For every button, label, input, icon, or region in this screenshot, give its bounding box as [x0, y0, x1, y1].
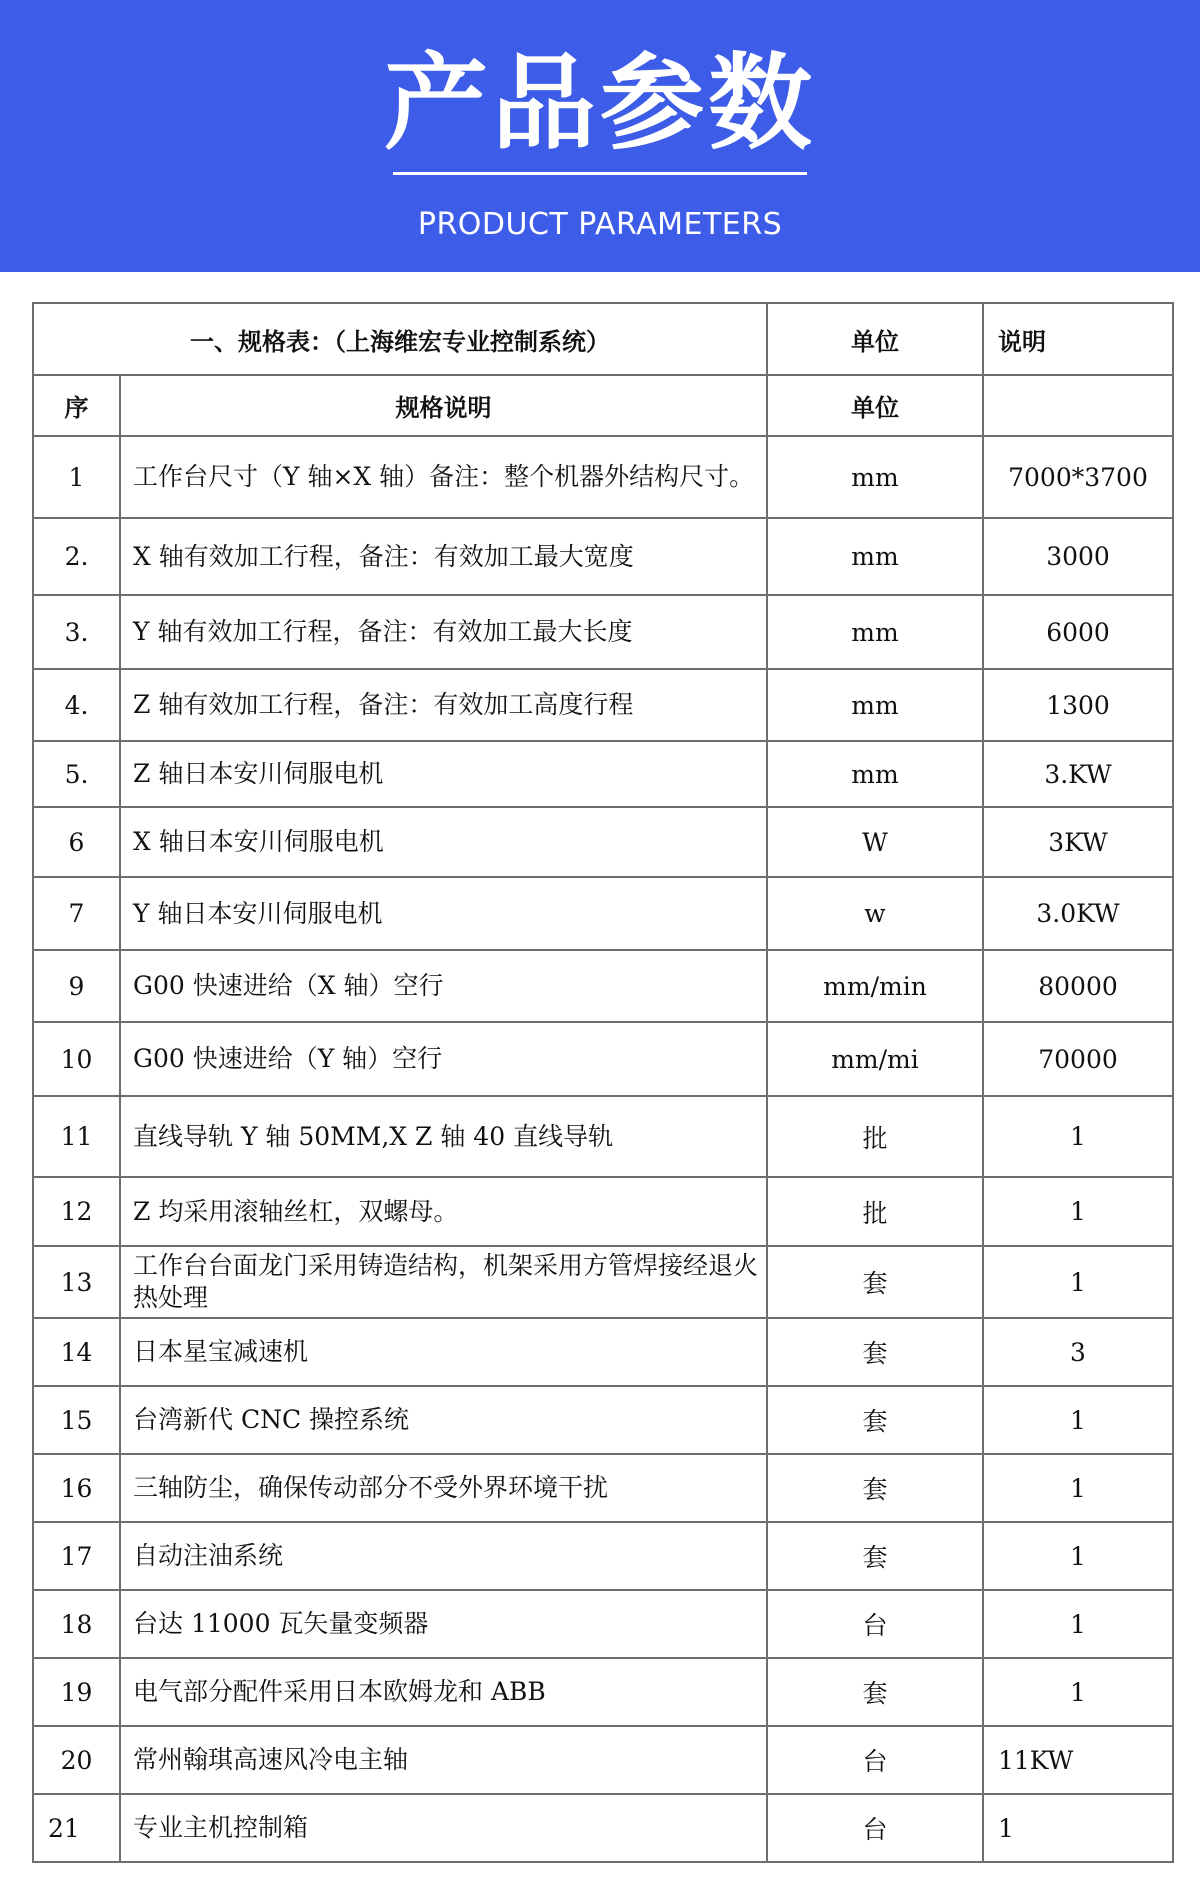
row-spec: 电气部分配件采用日本欧姆龙和 ABB [120, 1658, 767, 1726]
row-spec: 台达 11000 瓦矢量变频器 [120, 1590, 767, 1658]
row-spec: X 轴日本安川伺服电机 [120, 807, 767, 877]
row-seq: 14 [33, 1318, 120, 1386]
row-note: 1300 [983, 669, 1173, 741]
row-unit: 套 [767, 1246, 983, 1318]
table-column-header [33, 375, 1173, 436]
header-note: 说明 [983, 303, 1173, 375]
col-note [983, 375, 1173, 436]
table-row [33, 1096, 1173, 1177]
row-unit: mm/min [767, 950, 983, 1022]
table-row [33, 1318, 1173, 1386]
row-unit: 套 [767, 1318, 983, 1386]
row-seq: 11 [33, 1096, 120, 1177]
row-unit: 套 [767, 1386, 983, 1454]
col-seq: 序 [33, 375, 120, 436]
table-row [33, 1022, 1173, 1096]
table-row [33, 595, 1173, 669]
row-spec: 三轴防尘，确保传动部分不受外界环境干扰 [120, 1454, 767, 1522]
row-note: 1 [983, 1386, 1173, 1454]
row-unit: 台 [767, 1794, 983, 1862]
header-unit: 单位 [767, 303, 983, 375]
row-seq: 3. [33, 595, 120, 669]
row-seq: 15 [33, 1386, 120, 1454]
row-note: 1 [983, 1658, 1173, 1726]
row-seq: 7 [33, 877, 120, 950]
row-note: 3 [983, 1318, 1173, 1386]
row-note: 3KW [983, 807, 1173, 877]
row-spec: Y 轴日本安川伺服电机 [120, 877, 767, 950]
row-seq: 4. [33, 669, 120, 741]
table-row [33, 1726, 1173, 1794]
table-row [33, 807, 1173, 877]
row-unit: mm/mi [767, 1022, 983, 1096]
page-subtitle: PRODUCT PARAMETERS [417, 207, 783, 242]
col-unit: 单位 [767, 375, 983, 436]
row-note: 11KW [983, 1726, 1173, 1794]
spec-table [32, 302, 1174, 1863]
row-spec: 日本星宝减速机 [120, 1318, 767, 1386]
row-note: 3.KW [983, 741, 1173, 807]
table-row [33, 950, 1173, 1022]
table-row [33, 1246, 1173, 1318]
row-note: 3.0KW [983, 877, 1173, 950]
row-spec: 台湾新代 CNC 操控系统 [120, 1386, 767, 1454]
table-row [33, 1454, 1173, 1522]
row-spec: Z 轴有效加工行程，备注：有效加工高度行程 [120, 669, 767, 741]
row-spec: 专业主机控制箱 [120, 1794, 767, 1862]
row-note: 1 [983, 1454, 1173, 1522]
table-row [33, 518, 1173, 595]
page-title: 产品参数 [383, 42, 816, 164]
row-unit: mm [767, 595, 983, 669]
row-spec: Y 轴有效加工行程，备注：有效加工最大长度 [120, 595, 767, 669]
row-unit: mm [767, 669, 983, 741]
row-note: 7000*3700 [983, 436, 1173, 518]
table-row [33, 1794, 1173, 1862]
row-unit: 台 [767, 1590, 983, 1658]
row-spec: 直线导轨 Y 轴 50MM,X Z 轴 40 直线导轨 [120, 1096, 767, 1177]
row-unit: 套 [767, 1658, 983, 1726]
row-spec: G00 快速进给（X 轴）空行 [120, 950, 767, 1022]
row-seq: 9 [33, 950, 120, 1022]
row-unit: 套 [767, 1522, 983, 1590]
row-note: 1 [983, 1096, 1173, 1177]
section-title: 一、规格表：（上海维宏专业控制系统） [33, 303, 767, 375]
row-seq: 13 [33, 1246, 120, 1318]
row-note: 1 [983, 1177, 1173, 1246]
row-seq: 12 [33, 1177, 120, 1246]
row-note: 1 [983, 1522, 1173, 1590]
row-spec: Z 均采用滚轴丝杠，双螺母。 [120, 1177, 767, 1246]
row-seq: 6 [33, 807, 120, 877]
row-seq: 10 [33, 1022, 120, 1096]
row-spec: 自动注油系统 [120, 1522, 767, 1590]
row-unit: W [767, 807, 983, 877]
row-note: 70000 [983, 1022, 1173, 1096]
row-seq: 17 [33, 1522, 120, 1590]
row-unit: 台 [767, 1726, 983, 1794]
table-row [33, 669, 1173, 741]
row-unit: mm [767, 518, 983, 595]
table-row [33, 1386, 1173, 1454]
row-seq: 1 [33, 436, 120, 518]
row-spec: G00 快速进给（Y 轴）空行 [120, 1022, 767, 1096]
row-unit: 批 [767, 1096, 983, 1177]
row-seq: 20 [33, 1726, 120, 1794]
row-unit: 批 [767, 1177, 983, 1246]
table-row [33, 1658, 1173, 1726]
col-spec: 规格说明 [120, 375, 767, 436]
row-spec: 工作台台面龙门采用铸造结构，机架采用方管焊接经退火热处理 [120, 1246, 767, 1318]
row-seq: 16 [33, 1454, 120, 1522]
row-note: 1 [983, 1246, 1173, 1318]
row-note: 80000 [983, 950, 1173, 1022]
row-unit: w [767, 877, 983, 950]
row-spec: X 轴有效加工行程，备注：有效加工最大宽度 [120, 518, 767, 595]
row-note: 6000 [983, 595, 1173, 669]
row-spec: 工作台尺寸（Y 轴×X 轴）备注：整个机器外结构尺寸。 [120, 436, 767, 518]
row-seq: 19 [33, 1658, 120, 1726]
row-note: 1 [983, 1794, 1173, 1862]
row-seq: 5. [33, 741, 120, 807]
table-row [33, 1590, 1173, 1658]
row-seq: 18 [33, 1590, 120, 1658]
row-unit: mm [767, 436, 983, 518]
header-banner [0, 0, 1200, 272]
row-spec: Z 轴日本安川伺服电机 [120, 741, 767, 807]
row-note: 3000 [983, 518, 1173, 595]
title-divider [393, 172, 807, 175]
row-unit: mm [767, 741, 983, 807]
table-row [33, 1522, 1173, 1590]
row-seq: 2. [33, 518, 120, 595]
table-row [33, 877, 1173, 950]
table-section-header [33, 303, 1173, 375]
table-row [33, 1177, 1173, 1246]
row-seq: 21 [33, 1794, 120, 1862]
row-spec: 常州翰琪高速风冷电主轴 [120, 1726, 767, 1794]
table-row [33, 436, 1173, 518]
table-row [33, 741, 1173, 807]
row-unit: 套 [767, 1454, 983, 1522]
row-note: 1 [983, 1590, 1173, 1658]
